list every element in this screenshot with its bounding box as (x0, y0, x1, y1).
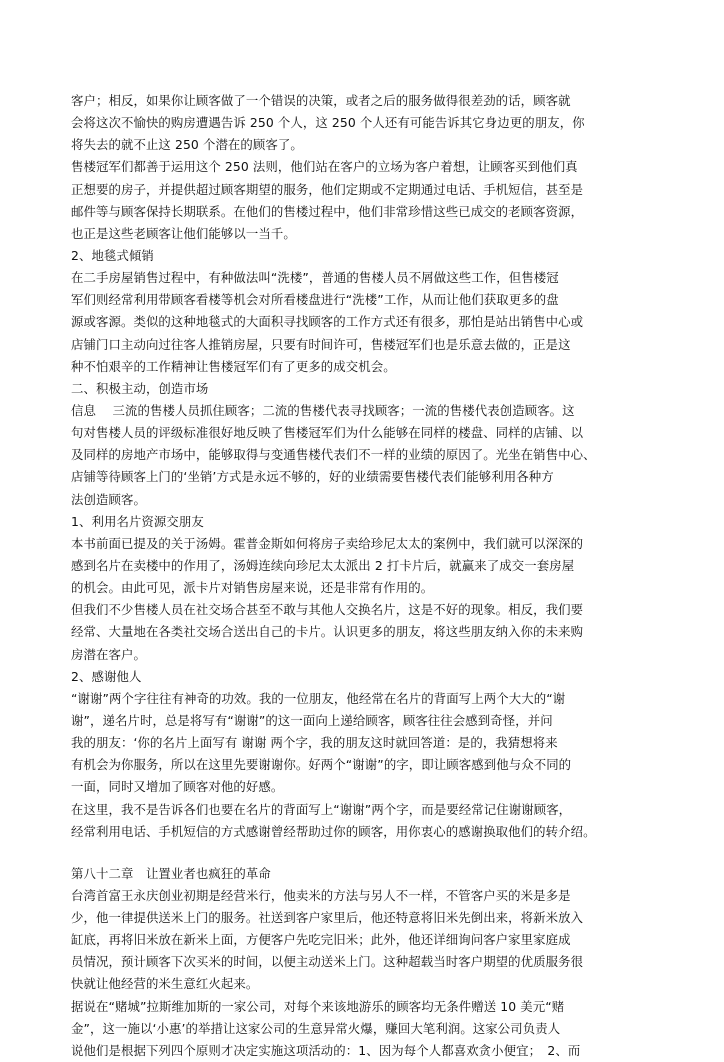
text-line: 也正是这些老顾客让他们能够以一当千。 (71, 225, 296, 241)
text-line: 2、感谢他人 (71, 668, 142, 684)
text-line: 但我们不少售楼人员在社交场合甚至不敢与其他人交换名片，这是不好的现象。相反，我们要 (71, 602, 584, 618)
text-line: 第八十二章 让置业者也疯狂的革命 (71, 865, 271, 881)
text-line: “谢谢”两个字往往有神奇的功效。我的一位朋友，他经常在名片的背面写上两个大大的“谢 (71, 690, 566, 706)
text-line: 1、利用名片资源交朋友 (71, 513, 204, 529)
text-line: 经常利用电话、手机短信的方式感谢曾经帮助过你的顾客，用你衷心的感谢换取他们的转介绍。 (71, 823, 596, 839)
text-line: 说他们是根据下列四个原则才决定实施这项活动的：1、因为每个人都喜欢贪小便宜； 2、而 (71, 1042, 581, 1058)
text-line: 店铺门口主动向过往客人推销房屋，只要有时间许可，售楼冠军们也是乐意去做的，正是这 (71, 336, 571, 352)
text-line: 售楼冠军们都善于运用这个 250 法则，他们站在客户的立场为客户着想，让顾客买到他们真 (71, 159, 578, 175)
text-line: 缸底，再将旧米放在新米上面，方便客户先吃完旧米；此外，他还详细询问客户家里家庭成 (71, 932, 571, 948)
text-line: 房潜在客户。 (71, 646, 146, 662)
text-line: 谢”，递名片时，总是将写有“谢谢”的这一面向上递给顾客，顾客往往会感到奇怪，并问 (71, 712, 553, 728)
text-line: 种不怕艰辛的工作精神让售楼冠军们有了更多的成交机会。 (71, 358, 396, 374)
text-line: 将失去的就不止这 250 个潜在的顾客了。 (71, 137, 303, 153)
text-line: 信息 三流的售楼人员抓住顾客；二流的售楼代表寻找顾客；一流的售楼代表创造顾客。这 (71, 402, 575, 418)
text-line: 台湾首富王永庆创业初期是经营米行，他卖米的方法与另人不一样，不管客户买的米是多是 (71, 887, 571, 903)
text-line: 的机会。由此可见，派卡片对销售房屋来说，还是非常有作用的。 (71, 580, 434, 596)
text-line: 快就让他经营的米生意红火起来。 (71, 976, 259, 992)
text-line: 句对售楼人员的评级标准很好地反映了售楼冠军们为什么能够在同样的楼盘、同样的店铺、以 (71, 425, 584, 441)
text-block (71, 90, 671, 843)
text-line: 经常、大量地在各类社交场合送出自己的卡片。认识更多的朋友，将这些朋友纳入你的未来购 (71, 624, 584, 640)
text-line: 会将这次不愉快的购房遭遇告诉 250 个人，这 250 个人还有可能告诉其它身边更的朋友，你 (71, 115, 585, 131)
text-line: 正想要的房子，并提供超过顾客期望的服务，他们定期或不定期通过电话、手机短信，甚至是 (71, 181, 584, 197)
text-line: 店铺等待顾客上门的‘坐销’方式是永远不够的，好的业绩需要售楼代表们能够利用各种方 (71, 469, 554, 485)
text-line: 邮件等与顾客保持长期联系。在他们的售楼过程中，他们非常珍惜这些已成交的老顾客资源， (71, 203, 584, 219)
text-line: 2、地毯式傾销 (71, 247, 154, 263)
text-line: 有机会为你服务，所以在这里先要谢谢你。好两个“谢谢”的字，即让顾客感到他与众不同的 (71, 757, 572, 773)
text-line: 在二手房屋销售过程中，有种做法叫“洗楼”，普通的售楼人员不屑做这些工作，但售楼冠 (71, 270, 559, 286)
text-line: 在这里，我不是告诉各们也要在名片的背面写上“谢谢”两个字，而是要经常记住谢谢顾客， (71, 801, 572, 817)
text-line: 金”，这一施以‘小惠’的举措让这家公司的生意异常火爆，赚回大笔利润。这家公司负责人 (71, 1020, 561, 1036)
section-gap (71, 843, 671, 863)
document-body (71, 90, 671, 1062)
text-block (71, 863, 671, 1062)
text-line: 源或客源。类似的这种地毯式的大面积寻找顾客的工作方式还有很多，那怕是站出销售中心或 (71, 314, 584, 330)
text-line: 二、积极主动，创造市场 (71, 380, 209, 396)
text-line: 我的朋友：‘你的名片上面写有 谢谢 两个字，我的朋友这时就回答道：是的，我猜想将来 (71, 735, 558, 751)
text-line: 据说在“赌城”拉斯维加斯的一家公司，对每个来该地游乐的顾客均无条件赠送 10 美元“赌 (71, 998, 565, 1014)
text-line: 少，他一律提供送米上门的服务。社送到客户家里后，他还特意将旧米先倒出来，将新米放入 (71, 910, 584, 926)
text-line: 一面，同时又增加了顾客对他的好感。 (71, 779, 284, 795)
text-line: 本书前面已提及的关于汤姆。霍普金斯如何将房子卖给珍尼太太的案例中，我们就可以深深的 (71, 535, 584, 551)
text-line: 军们则经常利用带顾客看楼等机会对所看楼盘进行“洗楼”工作，从而让他们获取更多的盘 (71, 292, 559, 308)
text-line: 法创造顾客。 (71, 491, 146, 507)
text-line: 感到名片在卖楼中的作用了，汤姆连续向珍尼太太派出 2 打卡片后，就赢来了成交一套房屋 (71, 557, 575, 573)
text-line: 客户；相反，如果你让顾客做了一个错误的决策，或者之后的服务做得很差劲的话，顾客就 (71, 93, 571, 108)
text-line: 及同样的房地产市场中，能够取得与变通售楼代表们不一样的业绩的原因了。光坐在销售中心、 (71, 447, 596, 463)
text-line: 员情况，预计顾客下次买米的时间，以便主动送米上门。这种超载当时客户期望的优质服务很 (71, 954, 584, 970)
